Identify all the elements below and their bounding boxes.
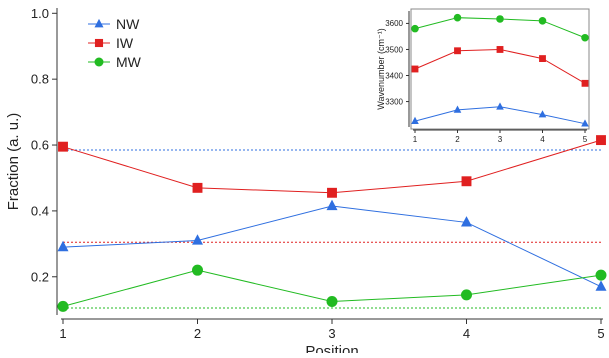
data-point-iw xyxy=(497,46,504,53)
y-tick-label: 0.4 xyxy=(30,203,49,219)
data-point-nw xyxy=(461,216,472,226)
data-point-iw xyxy=(327,188,337,198)
data-point-nw xyxy=(596,280,607,290)
y-tick-label: 0.6 xyxy=(30,137,49,153)
x-axis-label: Position xyxy=(305,343,359,353)
y-tick-label: 3400 xyxy=(385,71,403,81)
data-point-nw xyxy=(58,241,69,251)
x-tick-label: 1 xyxy=(412,135,418,144)
data-point-mw xyxy=(327,296,338,307)
y-axis-label: Wavenumber (cm⁻¹) xyxy=(376,28,386,110)
data-point-mw xyxy=(461,289,472,300)
data-point-nw xyxy=(327,200,338,210)
y-tick-label: 3300 xyxy=(385,97,403,107)
x-tick-label: 4 xyxy=(462,326,471,341)
inset-chart xyxy=(376,9,589,144)
data-point-iw xyxy=(539,55,546,62)
legend-marker-nw xyxy=(95,19,104,28)
data-point-iw xyxy=(596,135,606,145)
data-point-mw xyxy=(58,301,69,312)
data-point-iw xyxy=(454,47,461,54)
x-tick-label: 5 xyxy=(582,135,588,144)
y-tick-label: 3500 xyxy=(385,45,403,55)
data-point-mw xyxy=(192,265,203,276)
series-line-iw xyxy=(63,140,601,193)
data-point-iw xyxy=(412,66,419,73)
legend-marker-iw xyxy=(95,39,103,47)
legend-label-mw: MW xyxy=(116,54,141,70)
inset-frame xyxy=(411,9,589,129)
y-tick-label: 1.0 xyxy=(30,5,49,21)
data-point-iw xyxy=(582,80,589,87)
y-tick-label: 0.2 xyxy=(30,269,49,285)
x-tick-label: 2 xyxy=(193,326,202,341)
x-tick-label: 1 xyxy=(59,326,67,341)
data-point-iw xyxy=(462,176,472,186)
data-point-mw xyxy=(496,15,504,23)
series-line-nw xyxy=(63,206,601,287)
data-point-mw xyxy=(454,14,462,22)
legend-marker-mw xyxy=(95,58,104,67)
x-tick-label: 3 xyxy=(497,135,503,144)
x-tick-label: 2 xyxy=(455,135,460,144)
data-point-mw xyxy=(581,34,589,42)
x-tick-label: 4 xyxy=(540,135,545,144)
data-point-mw xyxy=(596,270,607,281)
data-point-iw xyxy=(193,183,203,193)
legend-label-nw: NW xyxy=(116,16,140,32)
x-tick-label: 5 xyxy=(597,326,605,341)
data-point-iw xyxy=(58,142,68,152)
legend xyxy=(88,16,142,70)
data-point-mw xyxy=(411,25,419,33)
x-tick-label: 3 xyxy=(328,326,336,341)
legend-label-iw: IW xyxy=(116,35,134,51)
data-point-mw xyxy=(539,17,547,25)
y-axis-label: Fraction (a. u.) xyxy=(5,112,22,211)
y-tick-label: 0.8 xyxy=(30,71,49,87)
y-tick-label: 3600 xyxy=(385,19,403,29)
